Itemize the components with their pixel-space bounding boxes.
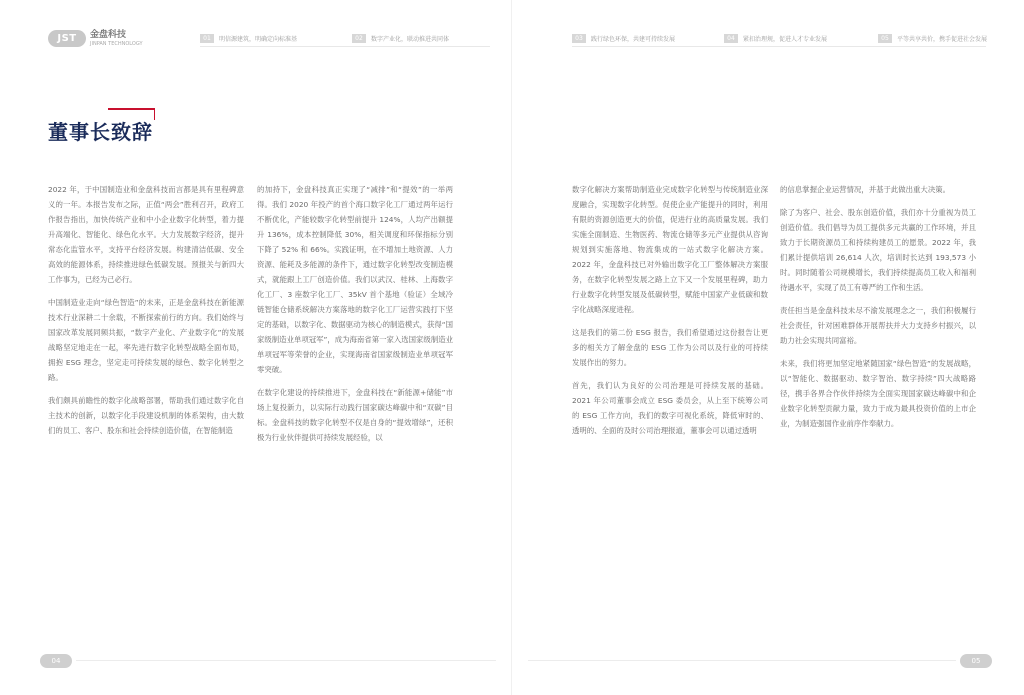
footer-divider	[76, 660, 496, 661]
brand-name-en: JINPAN TECHNOLOGY	[90, 40, 143, 47]
title-accent-line	[108, 108, 154, 110]
page-number-right: 05	[960, 654, 992, 668]
brand-logo	[48, 30, 143, 47]
text-column-4	[780, 182, 976, 439]
text-column-1	[48, 182, 244, 446]
paragraph: 2022 年，于中国制造业和金盘科技而言都是具有里程碑意义的一年。本报告发布之际，正值“两会”胜利召开，政府工作报告指出，加快传统产业和中小企业数字化转型，着力提升高端化、智能化、绿色化水平。大力发展数字经济，提升常态化监管水平，支持平台经济发展。构建清洁低碳、安全高效的能源体系，持续推进绿色低碳发展。预报关与新四大工作事为，已经为己必行。	[48, 185, 244, 284]
page-number-left: 04	[40, 654, 72, 668]
paragraph: 的信息掌握企业运营情况，并基于此做出重大决策。	[780, 185, 950, 194]
header-divider	[572, 46, 986, 47]
paragraph: 我们颇具前瞻性的数字化战略部署，帮助我们通过数字化自主技术的创新，以数字化手段建设机制的体系架构，由大数们的员工、客户、股东和社会持续创造价值，在智能制造	[48, 396, 244, 435]
section-tab-number: 04	[724, 34, 738, 43]
section-tab-label: 紧扣治理规，促进人才专业发展	[743, 36, 828, 43]
paragraph: 除了为客户、社会、股东创造价值，我们亦十分重视为员工创造价值。我们倡导为员工提供多元共赢的工作环境，并且致力于长期资源员工和持续构建员工的愿景。2022 年，我们累计提供培训 26,614 人次，培训时长达到 193,573 小时。同时随着公司规模增长，我们持续提高员工收入和福利待遇水平，实现了员工有尊严的工作和生活。	[780, 208, 976, 292]
section-tab-number: 01	[200, 34, 214, 43]
section-tab-03[interactable]	[572, 34, 675, 43]
title-accent-tick	[154, 108, 155, 120]
section-tab-label: 数字产业化，联动推进共同体	[371, 36, 450, 43]
paragraph: 首先，我们认为良好的公司治理是可持续发展的基础。2021 年公司董事会成立 ESG 委员会，从上至下统筹公司的 ESG 工作方向，我们的数字可视化系统，降低审时的、透明的、全面的及时公司治理报道，董事会可以通过透明	[572, 381, 768, 435]
section-tab-01[interactable]	[200, 34, 297, 43]
paragraph: 的加持下，金盘科技真正实现了“减排”和“提效”的一举两得。我们 2020 年投产的首个海口数字化工厂通过两年运行不断优化，产能较数字化转型前提升 124%，人均产出额提升 136%，成本控制降低 30%，相关调度和环保指标分别下降了 52% 和 66%。实践证明，在不增加土地资源、人力资源、能耗及多能源的条件下，通过数字化转型改变制造模式，就能跟上工厂创造价值。我们以武汉、桂林、上海数字化工厂、3 座数字化工厂、35kV 首个基地（验证）全域冷链智能仓储系统解决方案落地的数字化工厂运营实践打下坚定的基础，以数字化、数据驱动为核心的制造模式，获得“国家级制造业单项冠军”，成为海南省第一家入选国家级制造业单项冠军等荣誉的企业，实现海南省国家级制造业单项冠军零突破。	[257, 185, 453, 374]
section-tab-number: 03	[572, 34, 586, 43]
logo-text	[90, 31, 143, 47]
header-divider	[200, 46, 490, 47]
logo-badge: JST	[48, 30, 86, 47]
brand-name-cn: 金盘科技	[90, 29, 127, 40]
footer-divider	[528, 660, 956, 661]
section-tab-number: 05	[878, 34, 892, 43]
section-tab-label: 平等共享共价，携手促进社会发展	[897, 36, 988, 43]
paragraph: 责任担当是金盘科技未尽不渝发展理念之一，我们积极履行社会责任，针对困难群体开展帮扶并大力支持乡村振兴，以助力社会实现共同富裕。	[780, 306, 976, 345]
paragraph: 在数字化建设的持续推进下，金盘科技在“新能源+储能”市场上复投新力，以实际行动践行国家碳达峰碳中和“双碳”目标。金盘科技的数字化转型不仅是自身的“提效增绿”，还积极为行业伙伴提供可持续发展经验，以	[257, 388, 453, 442]
paragraph: 未来，我们将更加坚定地紧随国家“绿色智造”的发展战略，以“智能化、数据驱动、数字智治、数字持续”四大战略路径，携手各界合作伙伴持续为全面实现国家碳达峰碳中和企业数字化转型贡献力量，致力于成为最具投资价值的上市企业，为制造强国作业前序作奉献力。	[780, 359, 976, 428]
text-column-2	[257, 182, 453, 453]
text-column-3	[572, 182, 768, 446]
section-tab-number: 02	[352, 34, 366, 43]
section-tab-02[interactable]	[352, 34, 449, 43]
right-page	[512, 0, 1024, 695]
section-tab-label: 践行绿色环保，共建可持续发展	[591, 36, 676, 43]
paragraph: 数字化解决方案帮助制造业完成数字化转型与传统制造业深度融合，实现数字化转型。促使企业产能提升的同时，利用有限的资源创造更大的价值，促进行业的高质量发展。我们实施全面制造、生物医药、物流仓储等多元产业提供从咨询规划到实施落地、物流集成的一站式数字化解决方案。2022 年，金盘科技已对外输出数字化工厂整体解决方案服务，在数字化转型发展之路上立下又一个发展里程碑，助力行业数字化转型发展及低碳转型，赋能中国家产业低碳和数字化战略深度进程。	[572, 185, 768, 314]
page-title: 董事长致辞	[48, 120, 153, 144]
section-tab-label: 明信源建筑，明确定向标准基	[219, 36, 298, 43]
section-tab-05[interactable]	[878, 34, 987, 43]
section-tab-04[interactable]	[724, 34, 827, 43]
paragraph: 这是我们的第二份 ESG 报告，我们希望通过这份报告让更多的相关方了解金盘的 ESG 工作为公司以及行业的可持续发展作出的努力。	[572, 328, 768, 367]
paragraph: 中国制造业走向“绿色智造”的未来，正是金盘科技在新能源技术行业深耕二十余载，不断探索前行的方向。我们始终与国家改革发展同频共振，“数字产业化、产业数字化”的发展战略坚定地走在一起，率先进行数字化转型战略全面布局，拥抱 ESG 理念，坚定走可持续发展的绿色、数字化转型之路。	[48, 298, 244, 382]
